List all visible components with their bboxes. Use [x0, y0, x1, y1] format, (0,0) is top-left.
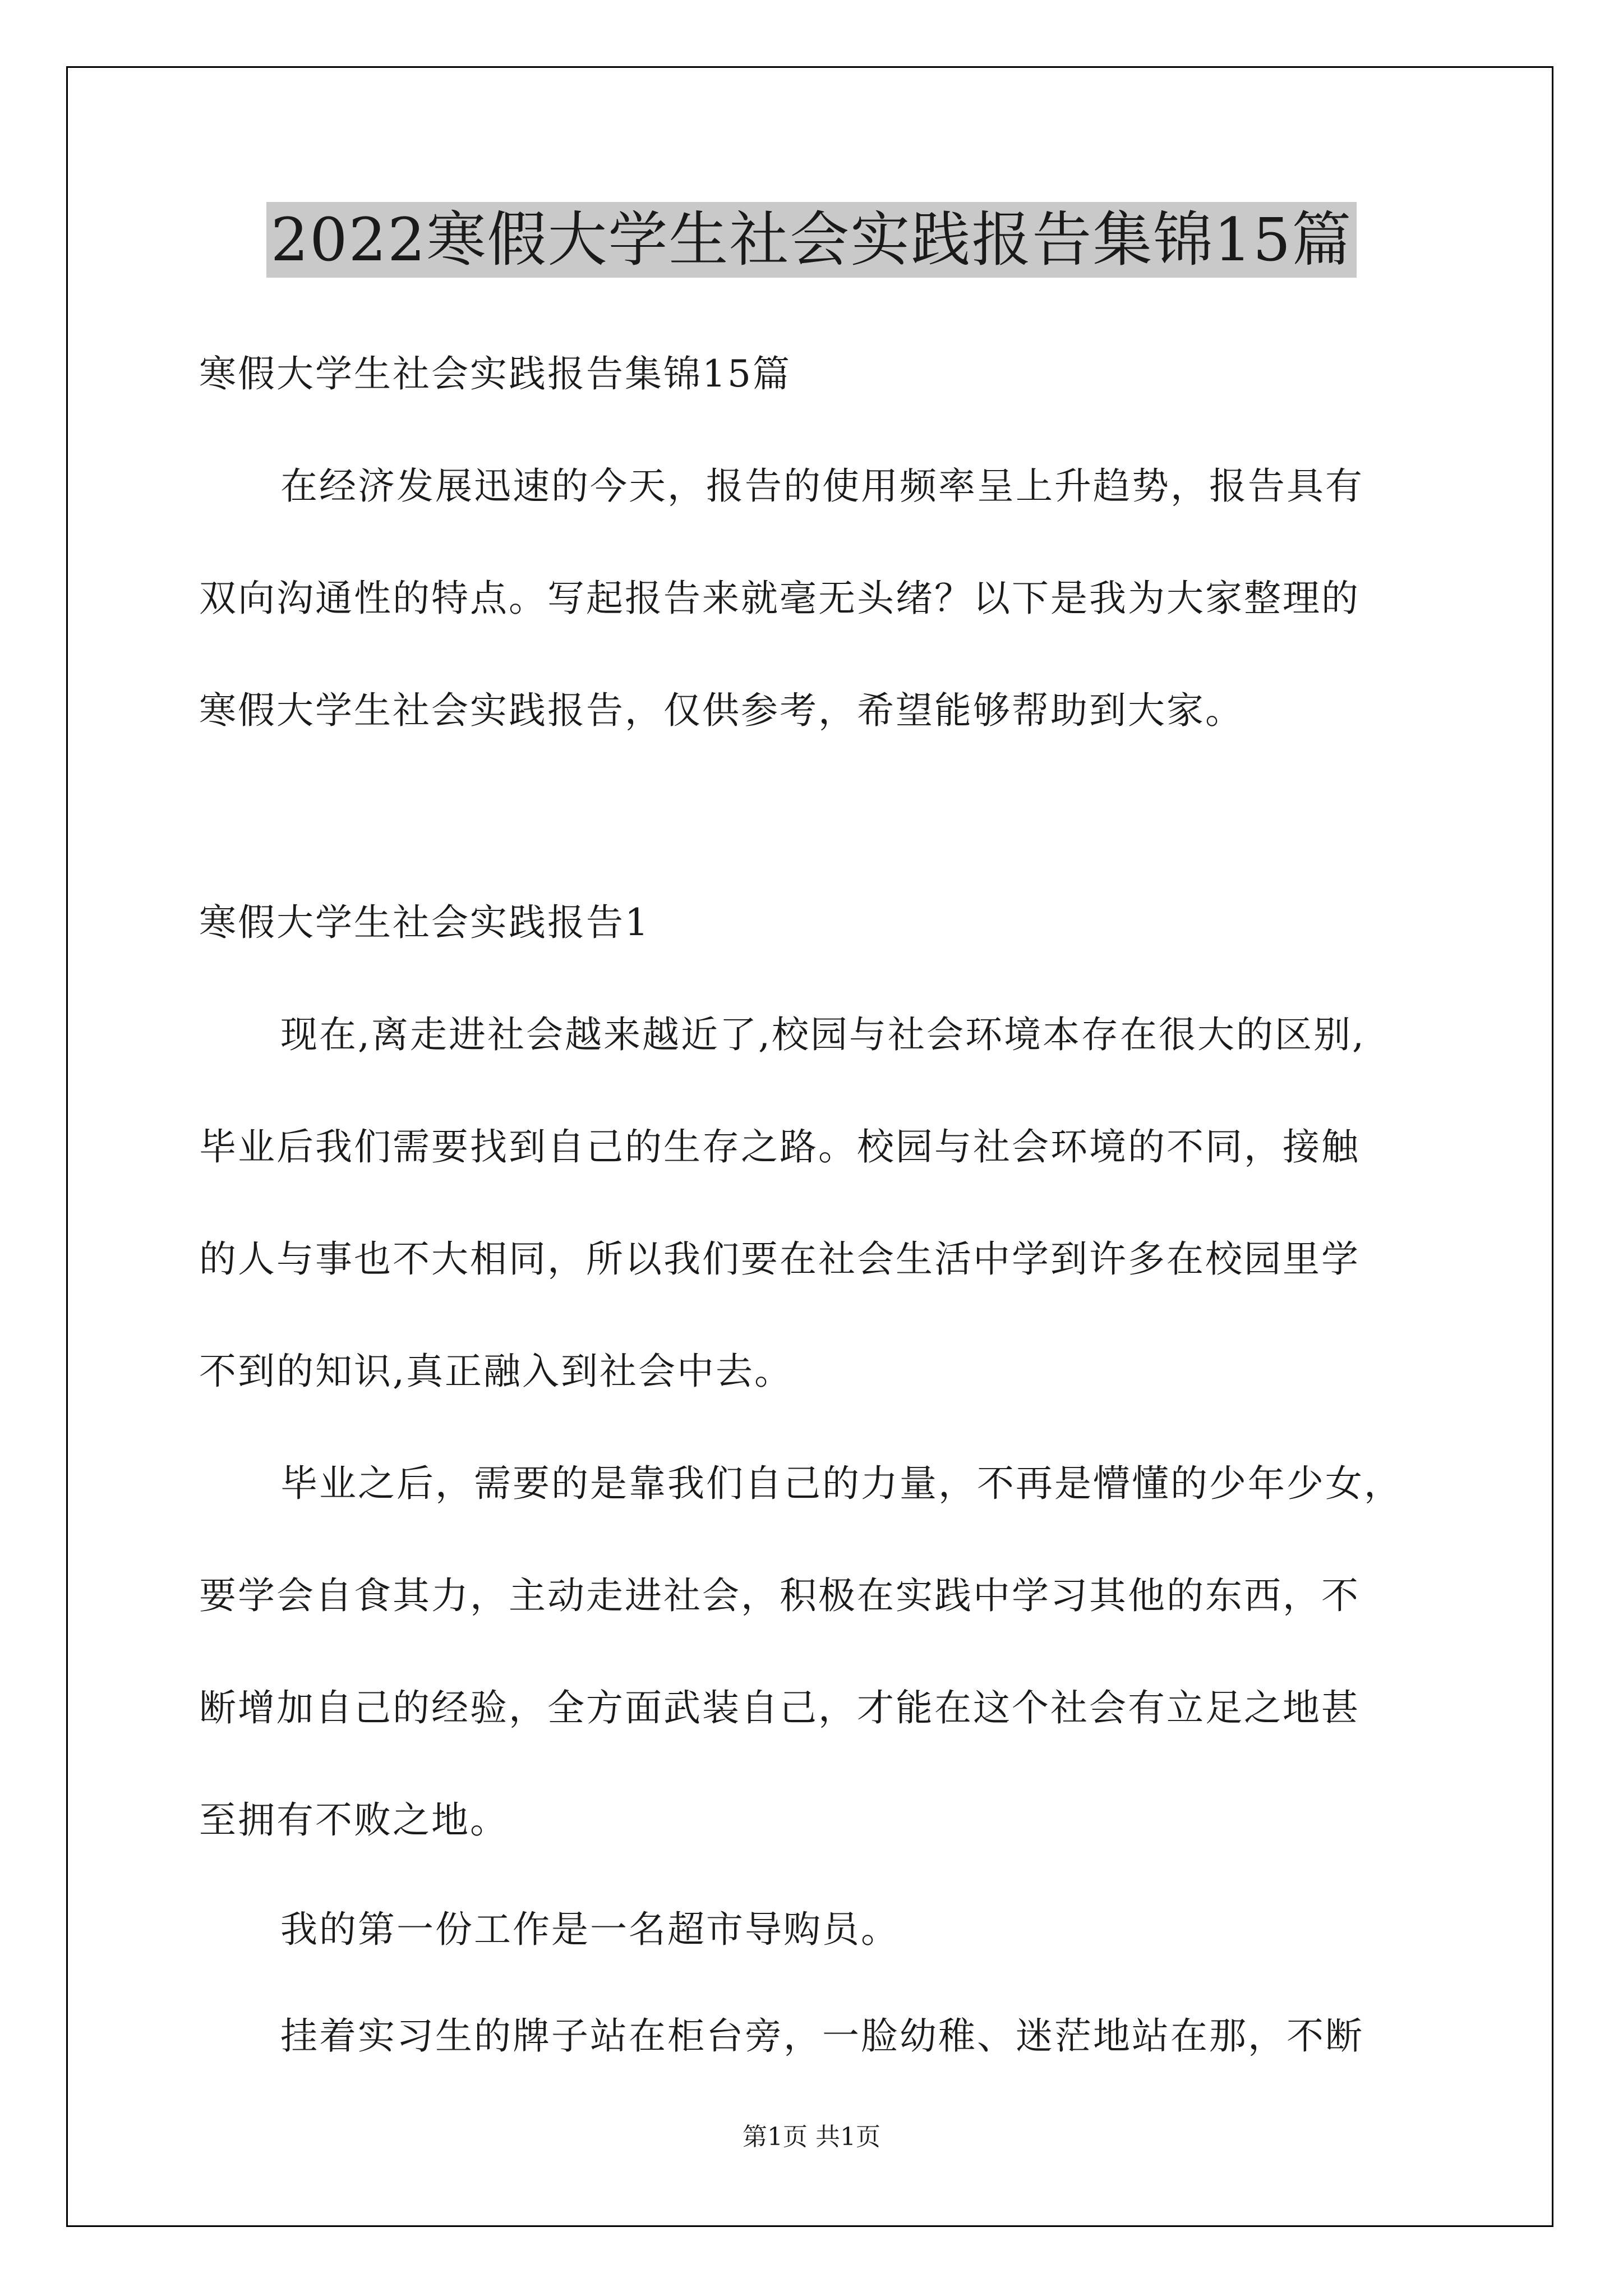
- section-heading: 寒假大学生社会实践报告1: [199, 901, 650, 944]
- para2-line-1: 毕业之后，需要的是靠我们自己的力量，不再是懵懂的少年少女，: [280, 1462, 1403, 1505]
- para1-line-4: 不到的知识,真正融入到社会中去。: [199, 1350, 793, 1393]
- para3-line-1: 我的第一份工作是一名超市导购员。: [280, 1908, 900, 1951]
- para4-line-1: 挂着实习生的牌子站在柜台旁，一脸幼稚、迷茫地站在那，不断: [280, 2014, 1364, 2058]
- intro-line-3: 寒假大学生社会实践报告，仅供参考，希望能够帮助到大家。: [199, 689, 1244, 732]
- title-highlight: 2022寒假大学生社会实践报告集锦15篇: [266, 202, 1357, 278]
- para1-line-1: 现在,离走进社会越来越近了,校园与社会环境本存在很大的区别,: [280, 1013, 1366, 1056]
- para2-line-4: 至拥有不败之地。: [199, 1798, 509, 1842]
- para1-line-2: 毕业后我们需要找到自己的生存之路。校园与社会环境的不同，接触: [199, 1125, 1360, 1168]
- subtitle: 寒假大学生社会实践报告集锦15篇: [199, 352, 791, 395]
- para1-line-3: 的人与事也不大相同，所以我们要在社会生活中学到许多在校园里学: [199, 1237, 1360, 1281]
- intro-line-1: 在经济发展迅速的今天，报告的使用频率呈上升趋势，报告具有: [280, 464, 1364, 508]
- intro-line-2: 双向沟通性的特点。写起报告来就毫无头绪？以下是我为大家整理的: [199, 577, 1360, 620]
- page-footer: 第1页 共1页: [743, 2123, 880, 2151]
- para2-line-3: 断增加自己的经验，全方面武装自己，才能在这个社会有立足之地甚: [199, 1686, 1360, 1729]
- para2-line-2: 要学会自食其力，主动走进社会，积极在实践中学习其他的东西，不: [199, 1574, 1360, 1617]
- document-title: [0, 201, 1623, 279]
